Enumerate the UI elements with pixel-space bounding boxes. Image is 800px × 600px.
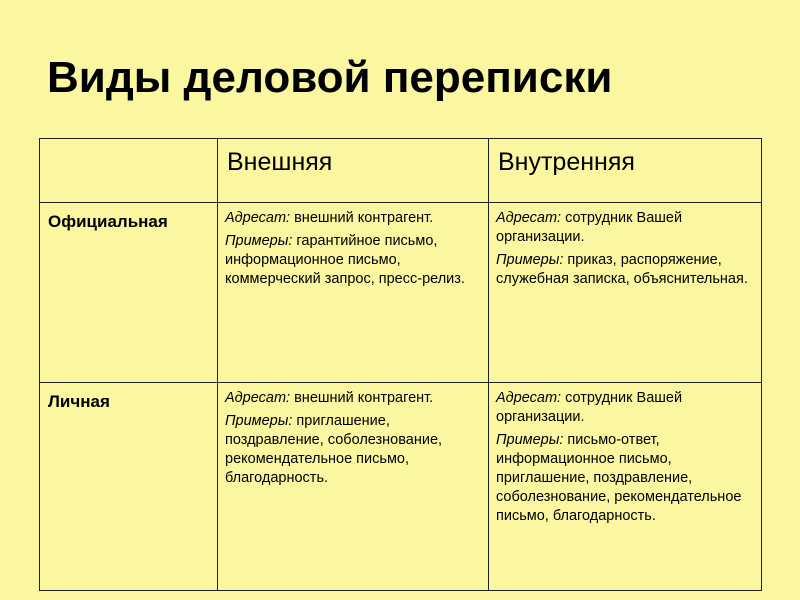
addressee-value: внешний контрагент.: [290, 390, 434, 406]
examples-value: гарантийное письмо, информационное письмо, коммерческий запрос, пресс-релиз.: [225, 233, 465, 287]
row-header-official: Официальная: [40, 203, 218, 383]
examples-label: Примеры:: [225, 233, 293, 249]
addressee-value: внешний контрагент.: [290, 210, 434, 226]
examples-value: приказ, распоряжение, служебная записка, объяснительная.: [496, 252, 748, 287]
table-row-personal: [40, 383, 762, 591]
examples-line: [225, 232, 482, 289]
table-header-row: [40, 139, 762, 203]
addressee-value: сотрудник Вашей организации.: [496, 210, 683, 245]
examples-line: [496, 431, 755, 526]
cell-official-internal: [489, 203, 762, 383]
examples-value: приглашение, поздравление, соболезнование, рекомендательное письмо, благодарность.: [225, 413, 443, 486]
addressee-label: Адресат:: [496, 210, 562, 226]
cell-personal-internal: [489, 383, 762, 591]
cell-personal-external: [218, 383, 489, 591]
examples-label: Примеры:: [496, 432, 564, 448]
addressee-label: Адресат:: [225, 210, 291, 226]
addressee-line: [496, 389, 755, 427]
cell-official-external: [218, 203, 489, 383]
table-row-official: [40, 203, 762, 383]
addressee-value: сотрудник Вашей организации.: [496, 390, 683, 425]
examples-line: [225, 412, 482, 488]
table-corner-cell: [40, 139, 218, 203]
addressee-label: Адресат:: [225, 390, 291, 406]
examples-line: [496, 251, 755, 289]
correspondence-types-table: [39, 138, 762, 591]
column-header-internal: Внутренняя: [489, 139, 762, 203]
row-header-personal: Личная: [40, 383, 218, 591]
page-title: Виды деловой переписки: [47, 53, 613, 102]
addressee-line: [225, 209, 482, 228]
examples-value: письмо-ответ, информационное письмо, приглашение, поздравление, соболезнование, рекомендательное письмо, благодарность.: [496, 432, 742, 524]
examples-label: Примеры:: [225, 413, 293, 429]
addressee-line: [496, 209, 755, 247]
column-header-external: Внешняя: [218, 139, 489, 203]
addressee-line: [225, 389, 482, 408]
examples-label: Примеры:: [496, 252, 564, 268]
addressee-label: Адресат:: [496, 390, 562, 406]
